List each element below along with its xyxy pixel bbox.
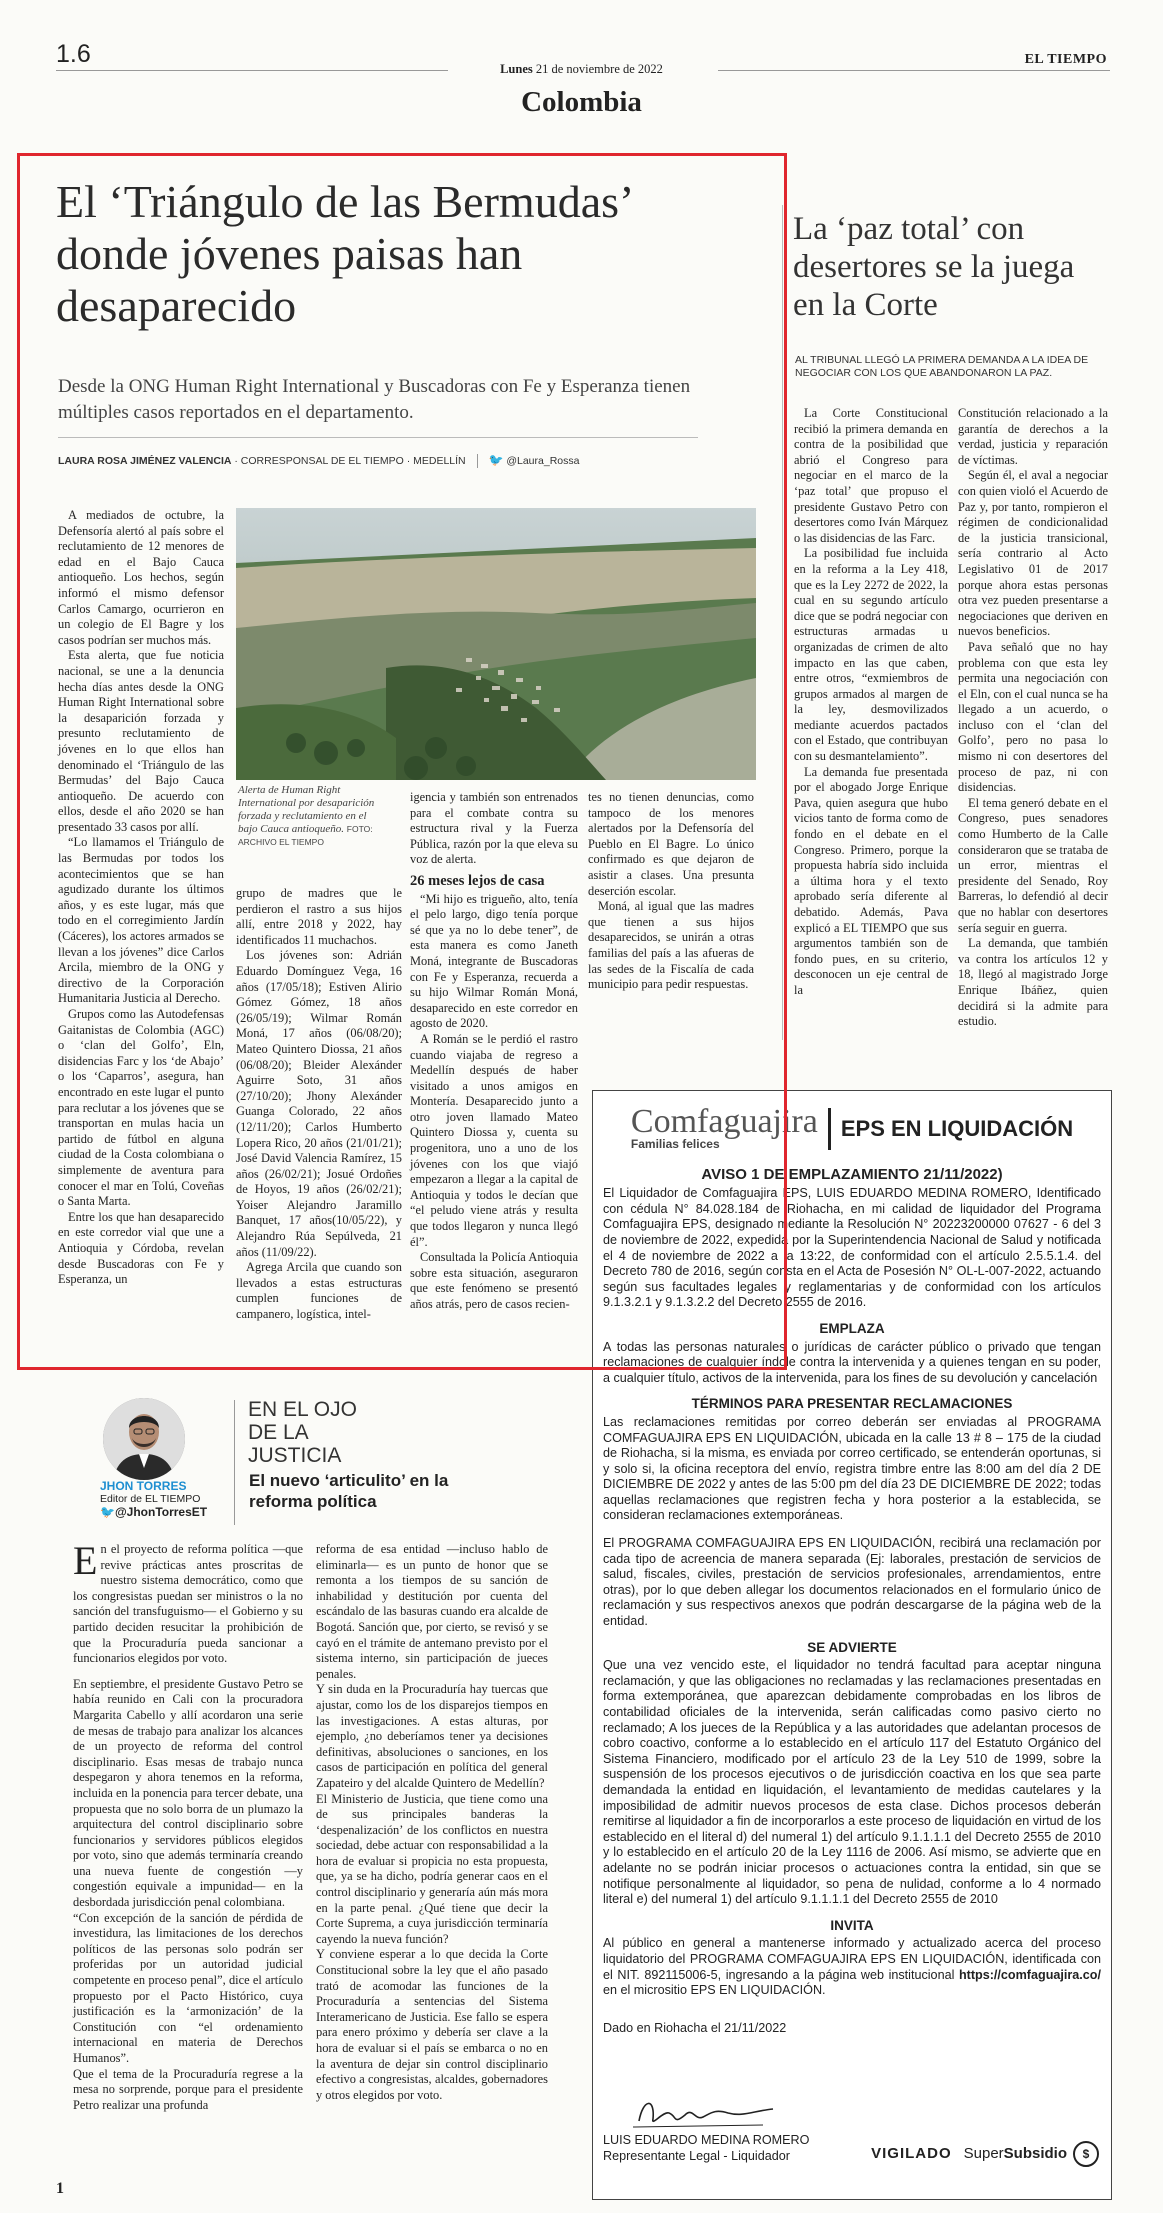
author-role: Editor de EL TIEMPO (100, 1493, 201, 1505)
twitter-handle: @Laura_Rossa (506, 455, 580, 467)
brand-logo: EL TIEMPO (1024, 52, 1107, 67)
twitter-icon: 🐦 (100, 1505, 115, 1519)
page-number: 1.6 (56, 40, 91, 68)
ad-invita: Al público en general a mantenerse informado y actualizado acerca del proceso liquidatorio del PROGRAMA COMFAGUAJIRA EPS EN LIQUIDACIÓN, identificada con el NIT. 892115006-5, ingresando a la página web institucional https://comfaguajira.co/ en el micrositio EPS EN LIQUIDACIÓN. (603, 1936, 1101, 1998)
paragraph: Según él, el aval a negociar con quien violó el Acuerdo de Paz y, por tanto, rompieron el régimen de condicionalidad de la justicia transicional, sería contrario al Acto Legislativo 01 de 2017 porque ahora estas personas otra vez pueden presentarse a negociaciones que deriven en nuevos beneficios. (958, 468, 1108, 639)
paragraph: El Ministerio de Justicia, que tiene como una de sus principales banderas la ‘despenalización’ de los conflictos en nuestra sociedad, debe actuar con responsabilidad a la hora de evaluar si propicia no esta propuesta, que, ya se ha dicho, podría generar caos en el control disciplinario y generaría aún más mora en la parte penal. ¿Qué tiene que decir la Corte Suprema, a cuya jurisdicción terminaría cayendo la nueva función? (316, 1791, 548, 1946)
ad-title: AVISO 1 DE EMPLAZAMIENTO 21/11/2022) (701, 1165, 1003, 1183)
caption-text: Alerta de Human Right International por desaparición forzada y reclutamiento en el bajo Cauca antioqueño. (238, 784, 375, 835)
side-col-1 (794, 406, 948, 999)
paragraph: Constitución relacionado a la garantía de derechos a la verdad, justicia y reparación de víctimas. (958, 406, 1108, 467)
ad-advierte: Que una vez vencido este, el liquidador no tendrá facultad para aceptar ninguna reclamación, y que las obligaciones no reclamadas y las reclamaciones presentadas en forma extemporánea, que aparezcan debidamente comprobadas en los libros de contabilidad oficiales de la intervenida, serán calificadas como pasivo cierto no reclamado; A los jueces de la República y a las autoridades que adelantan procesos de cobro coactivo, conforme a lo establecido en el artículo 117 del Estatuto Orgánico del Sistema Financiero, modificado por el artículo 23 de la Ley 510 de 1999, sobre la suspensión de los procesos ejecutivos o de jurisdicción coactiva en los que sea parte demandada la entidad en liquidación, el levantamiento de medidas cautelares y la imposibilidad de admitir nuevos procesos de esta clase. Dichos procesos deberán remitirse al liquidador a fin de incorporarlos a este proceso de liquidación en virtud de los establecido en el literal d) del numeral 1) del artículo 9.1.1.1.1 del Decreto 2555 de 2010 y lo establecido en el artículo 20 de la Ley 1116 de 2006. Así mismo, se advierte que en adelante no se podrán iniciar procesos o actuaciones contra la entidad, sin que se notifique personalmente al liquidador, so pena de nulidad, conforme a lo 4 normado literal e) del numeral 1) del artículo 9.1.1.1.1 del Decreto 2555 de 2010 (603, 1658, 1101, 1907)
paragraph: Y conviene esperar a lo que decida la Corte Constitucional sobre la ley que el año pasado trató de acomodar las funciones de la Procuraduría a sentencias del Sistema Interamericano de Justicia. Ese fallo se espera para enero próximo y debería ser clave a la hora de evaluar si el país se embarca o no en la aventura de dejar sin control disciplinario efectivo a congresistas, alcaldes, gobernadores y otros elegidos por voto. (316, 1947, 548, 2102)
paragraph: A mediados de octubre, la Defensoría alertó al país sobre el reclutamiento de 12 menores de edad en el Bajo Cauca antioqueño. Los hechos, según informó el mismo defensor Carlos Camargo, ocurrieron en un colegio de El Bagre y los casos podrían ser muchos más. (58, 508, 224, 647)
side-col-2 (958, 406, 1108, 1030)
paragraph: igencia y también son entrenados para el combate contra su estructura rival y la Fuerza Pública, razón por la que eleva su voz de alerta. (410, 790, 578, 867)
footer-mark: 1 (56, 2180, 64, 2197)
column-title: El nuevo ‘articulito’ en la reforma política (249, 1471, 449, 1511)
paragraph: Que el tema de la Procuraduría regrese a la mesa no sorprende, porque para el presidente Petro realizar una profunda (73, 2066, 303, 2112)
signer-name: LUIS EDUARDO MEDINA ROMERO (603, 2133, 810, 2147)
ad-heading-emplaza: EMPLAZA (819, 1320, 885, 1336)
paragraph: La demanda fue presentada por el abogado Jorge Enrique Pava, quien asegura que hubo vicios tanto de forma como de fondo en el debate en el Congreso. Primero, porque la propuesta habría sido incluida a última hora y el texto aprobado sería diferente al debatido. Además, Pava explicó a EL TIEMPO que sus argumentos también son de fondo pues, en su criterio, desconocen un eje central de la (794, 764, 948, 997)
paragraph: La demanda, que también va contra los artículos 12 y 18, llegó al magistrado Jorge Enrique Ibáñez, quien decidirá si la admite para estudio. (958, 936, 1108, 1029)
paragraph: reforma de esa entidad —incluso hablo de eliminarla— es un punto de honor que se remonta a los tiempos de su sanción de inhabilidad y destitución por cuenta del escándalo de las basuras cuando era alcalde de Bogotá. Sanción que, por cierto, se revisó y se cayó en el trámite de antemano previsto por el sistema interno, sin participación de jueces penales. (316, 1542, 548, 1681)
author-handle: 🐦@JhonTorresET (100, 1505, 208, 1519)
side-kicker: AL TRIBUNAL LLEGÓ LA PRIMERA DEMANDA A LA IDEA DE NEGOCIAR CON LOS QUE ABANDONARON LA PAZ. (795, 354, 1089, 379)
paragraph: A Román se le perdió el rastro cuando viajaba de regreso a Medellín después de haber visitado a unos amigos en Montería. Desaparecido junto a otro joven llamado Mateo Quintero Diossa y, cuenta su progenitora, uno a uno de los jóvenes con los que viajó empezaron a llegar a la capital de Antioquia y todos le decían que “el peludo viene atrás y resulta que todos llegaron y nunca llegó él”. (410, 1031, 578, 1249)
byline-name: LAURA ROSA JIMÉNEZ VALENCIA (58, 455, 232, 467)
paragraph: grupo de madres que le perdieron el rastro a sus hijos allí, entre 2018 y 2022, hay identificados 11 muchachos. (236, 886, 402, 947)
paragraph: Consultada la Policía Antioquia sobre esta situación, aseguraron que este fenómeno se presentó años atrás, pero de casos recien- (410, 1250, 578, 1311)
author-avatar (103, 1398, 185, 1480)
date-weekday: Lunes (500, 62, 533, 76)
section-title: Colombia (521, 86, 642, 118)
column-divider (234, 1400, 235, 1525)
paragraph: Los jóvenes son: Adrián Eduardo Domínguez Vega, 16 años (17/05/18); Estiven Alirio Gómez Gómez, 18 años (26/05/19); Wilmar Román Moná, 17 años (06/08/20); Mateo Quintero Diossa, 21 años (06/08/20); Bleider Alexánder Aguirre Soto, 31 años (27/10/20); Jhony Alexánder Guanga Colorado, 22 años (12/11/20); Carlos Humberto Lopera Rico, 20 años (21/01/21); José David Valencia Ramírez, 15 años (26/02/21); Josué Ordoñes de Hoyos, 19 años (26/02/21); Yoiser Alejandro Jaramillo Banquet, 17 años(10/05/22), y Alejandro Rúa Sepúlveda, 21 años (11/09/22). (236, 948, 402, 1259)
supersubsidio-logo: VIGILADO Super Subsidio $ (871, 2141, 1099, 2167)
article-subhead: 26 meses lejos de casa (410, 872, 545, 889)
column-col-1 (73, 1538, 303, 2113)
paragraph: Pava señaló que no hay problema con que esta ley permita una negociación con el Eln, con el cual nunca se ha llegado a un acuerdo, o incluso con el ‘clan del Golfo’, pero no pasa lo mismo ni con desertores del proceso de paz, ni con disidencias. (958, 639, 1109, 795)
author-block (100, 1480, 220, 1519)
drop-cap: E (73, 1538, 98, 1583)
paragraph: La posibilidad fue incluida en la reforma a la Ley 418, que es la Ley 2272 de 2022, la cual en su segundo artículo dice que se podrá negociar con estructuras armadas u organizadas de crimen de alto impacto en las que caben, entre otros, “exmiembros de grupos armados al margen de la ley, desmovilizados mediante acuerdos pactados con el Estado, que contribuyan con su desmantelamiento”. (794, 546, 948, 764)
paragraph: En el proyecto de reforma política —que revive prácticas antes proscritas de nuestro sistema democrático, como que los congresistas puedan ser ministros o la no sanción del transfuguismo— el Gobierno y su partido deciden resucitar la prohibición de que la Procuraduría pueda sancionar a funcionarios elegidos por voto. (73, 1538, 303, 1666)
signer-role: Representante Legal - Liquidador (603, 2148, 790, 2163)
highlight-box (17, 153, 787, 1370)
ad-url-link[interactable]: https://comfaguajira.co/ (958, 1967, 1101, 1982)
liquidation-label: EPS EN LIQUIDACIÓN (840, 1116, 1074, 1141)
paragraph: La Corte Constitucional recibió la primera demanda en contra de la posibilidad que abrió el Congreso para negociar en el marco de la ‘paz total’ que propuso el presidente Gustavo Petro con desertores como Iván Márquez o las disidencias de las Farc. (794, 406, 948, 545)
paragraph: Grupos como las Autodefensas Gaitanistas de Colombia (AGC) o ‘clan del Golfo’, Eln, disidencias Farc y los ‘de Abajo’ o los ‘Caparros’, asegura, han encontrado en este lugar el punto para reclutar a los jóvenes que se transportan en mulas hacia un partido de fútbol en alguna ciudad de la Costa colombiana o simplemente de aventura para conocer el mar en Tolú, Coveñas o Santa Marta. (58, 1007, 224, 1209)
ad-heading-terminos: TÉRMINOS PARA PRESENTAR RECLAMACIONES (691, 1396, 1013, 1412)
paragraph: Moná, al igual que las madres que tienen a sus hijos desaparecidos, se unirán a otras familias del país a las afueras de las sedes de la Fiscalía de cada municipio para pedir respuestas. (588, 899, 754, 992)
paragraph: Agrega Arcila que cuando son llevados a estas estructuras cumplen funciones de campanero, logística, intel- (236, 1260, 402, 1322)
main-deck: Desde la ONG Human Right International y Buscadoras con Fe y Esperanza tienen múltiples casos reportados en el departamento. (58, 376, 691, 423)
paragraph: “Lo llamamos el Triángulo de las Bermudas por todos los acontecimientos que se han agudizado durante los últimos años, y es este lugar, más que todo en el corregimiento Jardín (Cáceres), los actores armados se llevan a los jóvenes” dice Carlos Arcila, miembro de la ONG y directivo de la Corporación Humanitaria Justicia al Derecho. (58, 835, 224, 1006)
photo-credit: FOTO: ARCHIVO EL TIEMPO (238, 824, 373, 847)
paragraph: El tema generó debate en el Congreso, pues senadores como Humberto de la Calle consideraron que se trataba de un error, mientras el presidente del Senado, Roy Barreras, lo defendió al decir que no hablar con desertores sería seguir en guerra. (958, 795, 1108, 935)
author-name: JHON TORRES (100, 1479, 187, 1493)
side-headline: La ‘paz total’ con desertores se la juega en la Corte (793, 211, 1075, 323)
paragraph: Entre los que han desaparecido en este corredor vial que une a Antioquia y Córdoba, revelan desde Buscadoras con Fe y Esperanza, un (58, 1209, 224, 1287)
twitter-icon: 🐦 (488, 453, 504, 467)
comfaguajira-logo: Comfaguajira Familias felices (630, 1103, 818, 1151)
ad-terminos-1: Las reclamaciones remitidas por correo deberán ser enviadas al PROGRAMA COMFAGUAJIRA EPS EN LIQUIDACIÓN, ubicada en la calle 13 # 8 – 175 de la ciudad de Riohacha, si la misma, es enviada por correo certificado, se entenderán oportunas, si y solo si, la oficina receptora del envío, registra timbre entre las 8:00 am del día 2 DE DICIEMBRE DE 2022 y antes de las 5:00 pm del día 23 DE DICIEMBRE DE 2022; todas aquellas reclamaciones que registren fecha y hora posterior a la establecida, se consideran reclamaciones extemporáneas. (603, 1414, 1101, 1523)
ad-dated: Dado en Riohacha el 21/11/2022 (603, 2020, 787, 2035)
column-col-2 (316, 1542, 548, 2103)
paragraph: “Mi hijo es trigueño, alto, tenía el pelo largo, digo tenía porque sé que ya no lo debe tener”, de esta manera es como Janeth Moná, integrante de Buscadoras con Fe y Esperanza, recuerda a su hijo Wilmar Román Moná, desaparecido en este corredor en agosto de 2020. (410, 891, 578, 1031)
paragraph: tes no tienen denuncias, como tampoco de los menores alertados por la Defensoría del Pueblo en El Bagre. Lo único confirmado es que dejaron de asistir a clases. Una presunta deserción escolar. (588, 790, 754, 898)
main-headline: El ‘Triángulo de las Bermudas’ donde jóvenes paisas han desaparecido (56, 176, 631, 331)
header-rule (718, 70, 1110, 71)
ad-intro: El Liquidador de Comfaguajira EPS, LUIS EDUARDO MEDINA ROMERO, Identificado con cédula N° 84.028.184 de Riohacha, en mi calidad de liquidador del Programa Comfaguajira EPS, designado mediante la Resolución N° 20223200000 07627 - 6 del 3 de noviembre de 2022, expedida por la Superintendencia Nacional de Salud y notificada el 4 de noviembre de 2022 a la 13:22, de conformidad con el artículo 2.5.5.1.4. del Decreto 780 de 2016, según consta en el Acta de Posesión N° OL-L-007-2022, actuando según sus facultades legales y reglamentarias y de conformidad con los artículos 9.1.3.2.1 y 9.1.3.2.2 del Decreto 2555 de 2016. (603, 1186, 1101, 1310)
paragraph: Y sin duda en la Procuraduría hay tuercas que ajustar, como los de los disparejos tiempos en las investigaciones. A estas alturas, por ejemplo, ¿no deberíamos tener ya decisiones definitivas, absoluciones o sanciones, en los casos de participación en política del general Zapateiro y del alcalde Quintero de Medellín? (316, 1682, 548, 1790)
date-rest: 21 de noviembre de 2022 (535, 62, 663, 76)
signer-block (603, 2133, 809, 2164)
supersubsidio-icon: $ (1073, 2141, 1099, 2167)
signature (633, 2091, 783, 2136)
paragraph: En septiembre, el presidente Gustavo Petro se había reunido en Cali con la procuradora Margarita Cabello y allí acordaron una serie de mesas de trabajo para analizar los alcances de un proyecto de reforma del control disciplinario. Esas mesas de trabajo nunca despegaron y ahora tenemos en la reforma, incluida en la ponencia para tercer debate, una propuesta que no solo borra de un plumazo la arquitectura del control disciplinario sobre funcionarios y servidores públicos elegidos por voto, sino que además terminaría creando una nueva fuente de congestión —y congestión equivale a impunidad— en la desbordada jurisdicción penal colombiana. (73, 1676, 303, 1910)
paragraph: Esta alerta, que fue noticia nacional, se une a la denuncia hecha días antes desde la ONG Human Right International sobre la desaparición forzada y presunto reclutamiento de jóvenes en lo que ellos han denominado el ‘Triángulo de las Bermudas’ del Bajo Cauca antioqueño. De acuerdo con ellos, desde el año 2020 se han presentado 33 casos por allí. (58, 648, 224, 834)
ad-emplaza: A todas las personas naturales o jurídicas de carácter público o privado que tengan reclamaciones de cualquier índole contra la intervenida y a quienes tengan en su poder, a cualquier título, activos de la intervenida, para los fines de su devolución y cancelación (603, 1339, 1101, 1385)
ad-heading-advierte: SE ADVIERTE (807, 1639, 897, 1655)
column-section-title: EN EL OJO DE LA JUSTICIA (248, 1398, 357, 1467)
byline-role: · CORRESPONSAL DE EL TIEMPO · MEDELLÍN (234, 455, 466, 467)
header-rule (56, 70, 448, 71)
ad-terminos-2: El PROGRAMA COMFAGUAJIRA EPS EN LIQUIDACIÓN, recibirá una reclamación por cada tipo de acreencia de manera separada (Ej: laborales, prestación de servicios de salud, fiscales, civiles, prestación de servicios profesionales, arrendamientos, entre otras), por lo que deben allegar los documentos relacionados en el formulario único de reclamación y sus respectivos anexos que podrán descargarse de la página web de la entidad. (603, 1536, 1101, 1629)
ad-heading-invita: INVITA (830, 1917, 874, 1933)
paragraph: “Con excepción de la sanción de pérdida de investidura, las limitaciones de los derechos políticos de las personas solo podrán ser proferidas por un autoridad judicial competente en proceso penal”, dice el artículo propuesto por el Pacto Histórico, cuya justificación es la ‘armonización’ de la Constitución con “el ordenamiento internacional en materia de Derechos Humanos”. (73, 1910, 303, 2065)
